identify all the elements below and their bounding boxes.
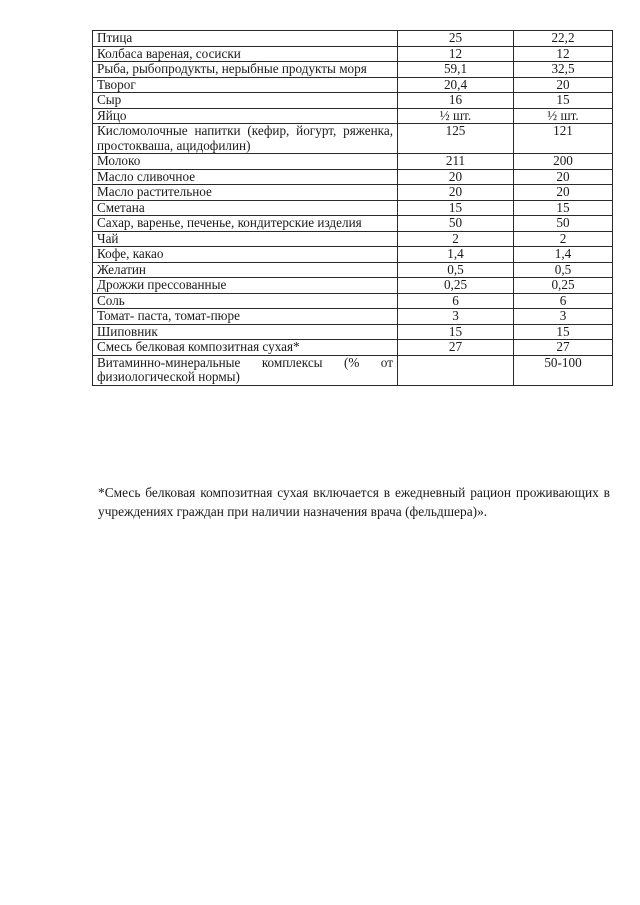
value-col1-cell: 0,25 xyxy=(398,278,514,294)
value-col1-cell: 15 xyxy=(398,200,514,216)
product-name-cell: Сахар, варенье, печенье, кондитерские изделия xyxy=(93,216,398,232)
value-col1-cell: 1,4 xyxy=(398,247,514,263)
value-col2-cell: 3 xyxy=(514,309,613,325)
product-name-cell: Шиповник xyxy=(93,324,398,340)
product-name-cell: Витаминно-минеральные комплексы (% от физиологической нормы) xyxy=(93,355,398,385)
value-col2-cell: 20 xyxy=(514,77,613,93)
table-row xyxy=(93,46,613,62)
product-name-cell: Колбаса вареная, сосиски xyxy=(93,46,398,62)
value-col2-cell: 50 xyxy=(514,216,613,232)
product-name-cell: Молоко xyxy=(93,154,398,170)
value-col2-cell: ½ шт. xyxy=(514,108,613,124)
product-name-cell: Желатин xyxy=(93,262,398,278)
value-col2-cell: 15 xyxy=(514,324,613,340)
product-name-cell: Яйцо xyxy=(93,108,398,124)
table-row xyxy=(93,93,613,109)
product-name-cell: Рыба, рыбопродукты, нерыбные продукты моря xyxy=(93,62,398,78)
value-col2-cell: 12 xyxy=(514,46,613,62)
value-col1-cell: 2 xyxy=(398,231,514,247)
value-col2-cell: 121 xyxy=(514,124,613,154)
value-col1-cell: 20,4 xyxy=(398,77,514,93)
value-col1-cell: 6 xyxy=(398,293,514,309)
product-name-cell: Томат- паста, томат-пюре xyxy=(93,309,398,325)
product-name-cell: Смесь белковая композитная сухая* xyxy=(93,340,398,356)
table-row xyxy=(93,247,613,263)
value-col1-cell: 12 xyxy=(398,46,514,62)
table-row xyxy=(93,216,613,232)
value-col1-cell: 211 xyxy=(398,154,514,170)
product-name-cell: Дрожжи прессованные xyxy=(93,278,398,294)
table-row xyxy=(93,185,613,201)
table-row xyxy=(93,340,613,356)
product-name-cell: Соль xyxy=(93,293,398,309)
value-col1-cell: 15 xyxy=(398,324,514,340)
value-col2-cell: 32,5 xyxy=(514,62,613,78)
value-col1-cell: 25 xyxy=(398,31,514,47)
value-col1-cell: ½ шт. xyxy=(398,108,514,124)
product-name-cell: Масло растительное xyxy=(93,185,398,201)
table-row xyxy=(93,200,613,216)
product-name-cell: Кисломолочные напитки (кефир, йогурт, ряженка, простокваша, ацидофилин) xyxy=(93,124,398,154)
value-col2-cell: 2 xyxy=(514,231,613,247)
value-col1-cell: 27 xyxy=(398,340,514,356)
food-norms-table xyxy=(92,30,613,386)
value-col1-cell: 20 xyxy=(398,169,514,185)
value-col2-cell: 0,25 xyxy=(514,278,613,294)
product-name-cell: Масло сливочное xyxy=(93,169,398,185)
product-name-cell: Сметана xyxy=(93,200,398,216)
table-row xyxy=(93,124,613,154)
value-col1-cell: 59,1 xyxy=(398,62,514,78)
value-col1-cell xyxy=(398,355,514,385)
footnote: *Смесь белковая композитная сухая включается в ежедневный рацион проживающих в учреждениях граждан при наличии назначения врача (фельдшера)». xyxy=(98,485,610,519)
table-row xyxy=(93,77,613,93)
value-col2-cell: 50-100 xyxy=(514,355,613,385)
value-col1-cell: 20 xyxy=(398,185,514,201)
table-row xyxy=(93,31,613,47)
value-col2-cell: 15 xyxy=(514,200,613,216)
table-row xyxy=(93,262,613,278)
product-name-cell: Сыр xyxy=(93,93,398,109)
product-name-cell: Чай xyxy=(93,231,398,247)
product-name-cell: Творог xyxy=(93,77,398,93)
food-norms-table-body xyxy=(93,31,613,386)
table-row xyxy=(93,108,613,124)
table-row xyxy=(93,293,613,309)
value-col1-cell: 16 xyxy=(398,93,514,109)
value-col2-cell: 22,2 xyxy=(514,31,613,47)
value-col2-cell: 20 xyxy=(514,169,613,185)
value-col1-cell: 50 xyxy=(398,216,514,232)
product-name-cell: Кофе, какао xyxy=(93,247,398,263)
value-col2-cell: 6 xyxy=(514,293,613,309)
table-row xyxy=(93,62,613,78)
value-col1-cell: 3 xyxy=(398,309,514,325)
value-col2-cell: 1,4 xyxy=(514,247,613,263)
table-row xyxy=(93,324,613,340)
value-col2-cell: 27 xyxy=(514,340,613,356)
table-row xyxy=(93,355,613,385)
value-col2-cell: 0,5 xyxy=(514,262,613,278)
table-row xyxy=(93,231,613,247)
table-row xyxy=(93,278,613,294)
table-row xyxy=(93,169,613,185)
table-row xyxy=(93,154,613,170)
value-col1-cell: 0,5 xyxy=(398,262,514,278)
value-col2-cell: 20 xyxy=(514,185,613,201)
product-name-cell: Птица xyxy=(93,31,398,47)
table-row xyxy=(93,309,613,325)
value-col2-cell: 200 xyxy=(514,154,613,170)
value-col2-cell: 15 xyxy=(514,93,613,109)
value-col1-cell: 125 xyxy=(398,124,514,154)
